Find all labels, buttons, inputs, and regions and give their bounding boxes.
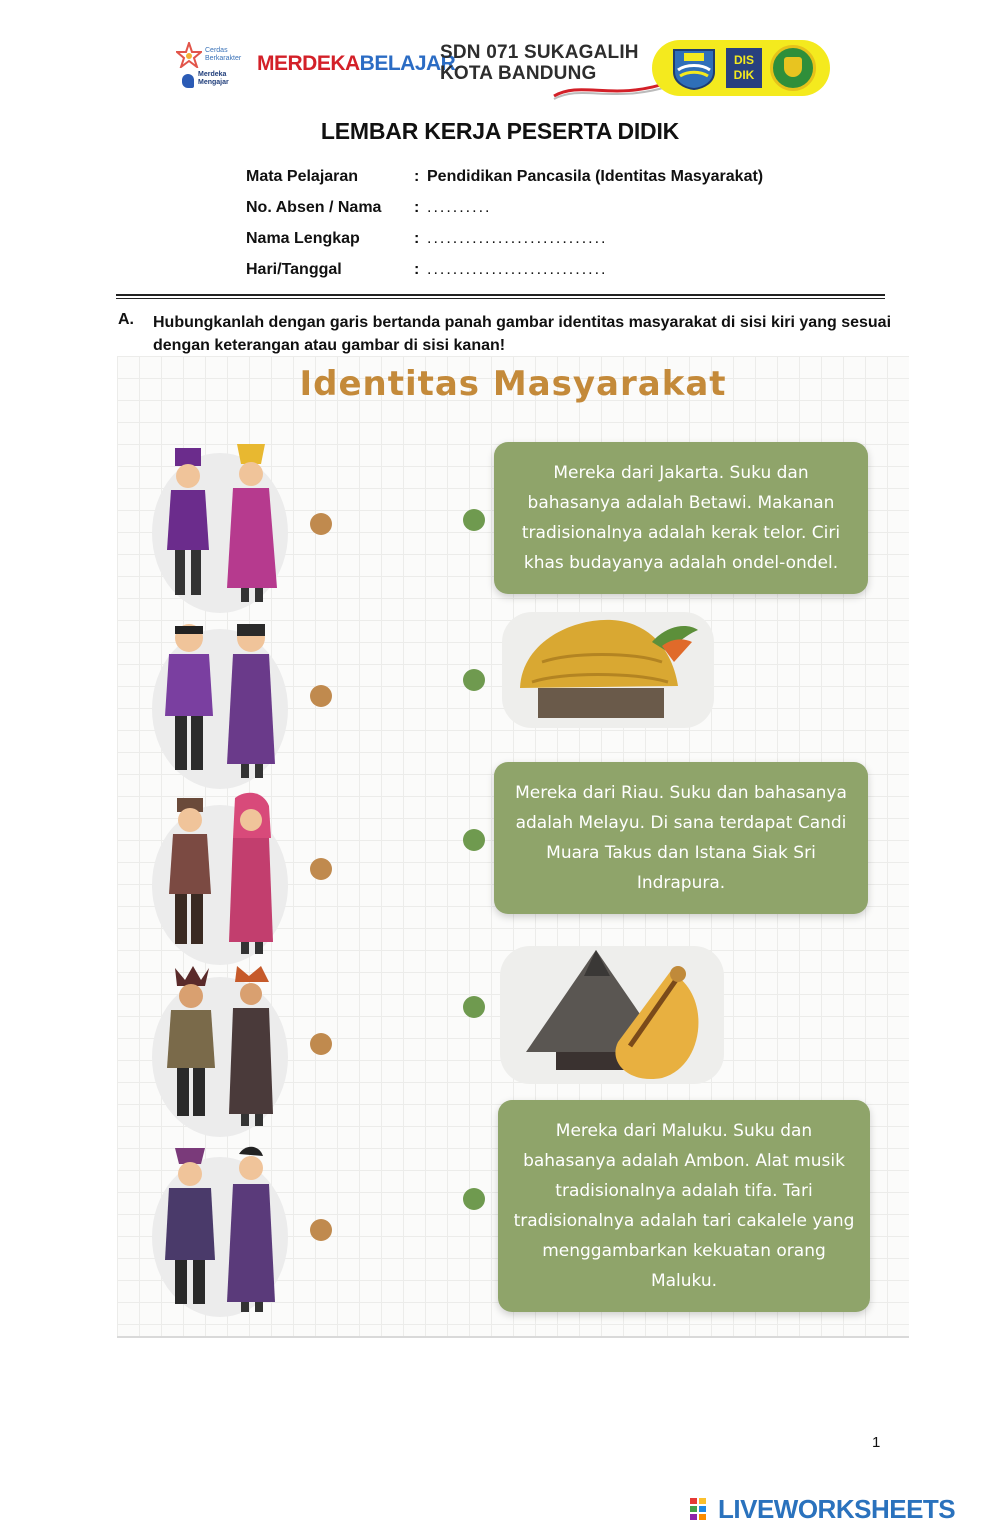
page-title: LEMBAR KERJA PESERTA DIDIK	[320, 118, 680, 144]
date-blank[interactable]: ............................	[427, 261, 608, 278]
absen-blank[interactable]: ..........	[427, 199, 492, 216]
bandung-emblem-icon	[670, 46, 718, 90]
fullname-blank[interactable]: ............................	[427, 230, 608, 247]
star-icon	[176, 42, 202, 68]
match-dot-right-4[interactable]	[463, 996, 485, 1018]
hut-sasando-picture-frame	[500, 946, 724, 1084]
mengajar-text-1: Merdeka	[198, 71, 227, 78]
traditional-couple-4-image	[145, 962, 295, 1140]
disdik-logo	[726, 48, 762, 88]
form-label: Hari/Tanggal	[246, 261, 342, 278]
match-dot-left-4[interactable]	[310, 1033, 332, 1055]
traditional-couple-1-image	[145, 438, 295, 616]
question-text: Hubungkanlah dengan garis bertanda panah gambar identitas masyarakat di sisi kiri yang sesuai dengan keterangan atau gambar di sisi kanan!	[153, 314, 892, 354]
school-name-line2: KOTA BANDUNG	[440, 63, 597, 84]
form-colon: :	[414, 261, 420, 278]
info-card-riau: Mereka dari Riau. Suku dan bahasanya adalah Melayu. Di sana terdapat Candi Muara Takus dan Istana Siak Sri Indrapura.	[494, 762, 868, 914]
match-dot-right-1[interactable]	[463, 509, 485, 531]
match-dot-left-2[interactable]	[310, 685, 332, 707]
match-dot-left-1[interactable]	[310, 513, 332, 535]
match-dot-left-5[interactable]	[310, 1219, 332, 1241]
disdik-line1: DIS	[733, 53, 754, 67]
traditional-couple-5-image	[145, 1142, 295, 1320]
panel-title: Identitas Masyarakat	[299, 364, 727, 404]
liveworksheets-brand	[690, 1494, 990, 1524]
thatched-house-icon	[502, 612, 714, 728]
house-picture-frame	[502, 612, 714, 728]
form-colon: :	[414, 199, 420, 216]
cerdas-text-2: Berkarakter	[205, 55, 242, 62]
merdeka-belajar-logo	[257, 52, 455, 76]
traditional-couple-3-image	[145, 790, 295, 968]
form-colon: :	[414, 230, 420, 247]
info-card-maluku: Mereka dari Maluku. Suku dan bahasanya adalah Ambon. Alat musik tradisionalnya adalah tifa. Tari tradisionalnya adalah tari cakalele yang menggambarkan kekuatan orang Maluku.	[498, 1100, 870, 1312]
disdik-line2: DIK	[733, 68, 755, 82]
hut-and-sasando-icon	[500, 946, 724, 1084]
header-logos	[170, 36, 832, 98]
form-row-date	[246, 261, 806, 292]
divider-line	[116, 298, 885, 299]
match-dot-right-3[interactable]	[463, 829, 485, 851]
cerdas-berkarakter-logo	[172, 38, 252, 96]
mengajar-text-2: Mengajar	[198, 79, 229, 86]
liveworksheets-logo-icon	[690, 1498, 716, 1520]
match-dot-left-3[interactable]	[310, 858, 332, 880]
form-row-fullname	[246, 230, 806, 261]
form-colon: :	[414, 168, 420, 185]
match-dot-right-2[interactable]	[463, 669, 485, 691]
liveworksheets-wordmark[interactable]: LIVEWORKSHEETS	[718, 1494, 956, 1524]
school-emblem-icon	[770, 45, 816, 91]
merdeka-word: MERDEKA	[257, 52, 360, 75]
form-label: No. Absen / Nama	[246, 199, 382, 216]
school-name-line1: SDN 071 SUKAGALIH	[440, 42, 639, 63]
form-label: Mata Pelajaran	[246, 168, 359, 185]
form-label: Nama Lengkap	[246, 230, 360, 247]
merdeka-mengajar-icon	[182, 74, 194, 88]
match-dot-right-5[interactable]	[463, 1188, 485, 1210]
info-card-jakarta: Mereka dari Jakarta. Suku dan bahasanya adalah Betawi. Makanan tradisionalnya adalah kerak telor. Ciri khas budayanya adalah ondel-ondel.	[494, 442, 868, 594]
divider-line	[116, 294, 885, 296]
question-number: A.	[118, 311, 134, 328]
student-info-form	[246, 168, 806, 292]
cerdas-text-1: Cerdas	[205, 47, 228, 54]
page-number: 1	[872, 1434, 881, 1451]
form-row-subject	[246, 168, 806, 199]
form-row-absen	[246, 199, 806, 230]
subject-value: Pendidikan Pancasila (Identitas Masyarakat)	[427, 168, 764, 185]
matching-panel	[117, 356, 909, 1338]
belajar-word: BELAJAR	[359, 52, 456, 75]
traditional-couple-2-image	[145, 614, 295, 792]
